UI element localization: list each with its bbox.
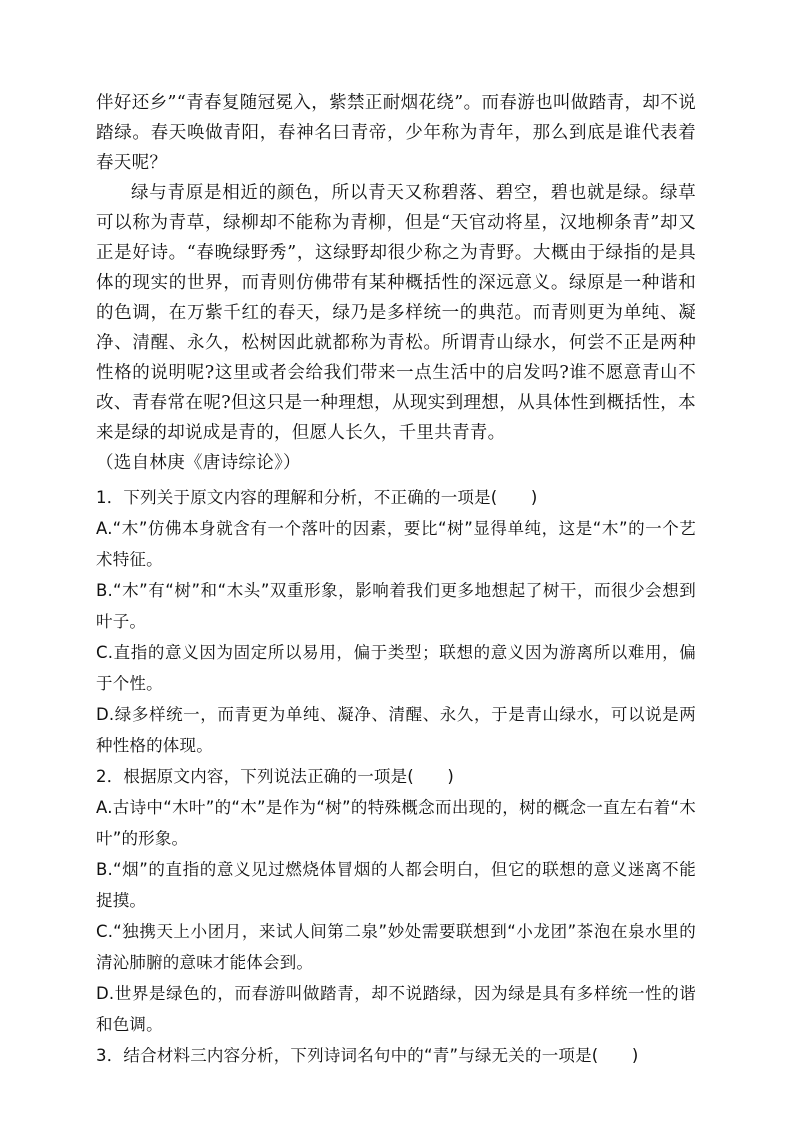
question-list <box>96 482 696 1071</box>
option-b: B.“木”有“树”和“木头”双重形象，影响着我们更多地想起了树干，而很少会想到叶子。 <box>96 581 696 631</box>
option-d: D.绿多样统一，而青更为单纯、凝净、清醒、永久，于是青山绿水，可以说是两种性格的体现。 <box>96 705 696 755</box>
option-c: C.直指的意义因为固定所以易用，偏于类型；联想的意义因为游离所以难用，偏于个性。 <box>96 643 696 693</box>
option-a: A.“木”仿佛本身就含有一个落叶的因素，要比“树”显得单纯，这是“木”的一个艺术特征。 <box>96 519 696 569</box>
passage-paragraph-1: 伴好还乡”“青春复随冠冕入，紫禁正耐烟花绕”。而春游也叫做踏青，却不说踏绿。春天唤做青阳，春神名曰青帝，少年称为青年，那么到底是谁代表着春天呢？ <box>96 93 696 173</box>
option-b: B.“烟”的直指的意义见过燃烧体冒烟的人都会明白，但它的联想的意义迷离不能捉摸。 <box>96 860 696 910</box>
question-3 <box>96 1040 696 1071</box>
question-2 <box>96 761 696 1040</box>
option-c: C.“独携天上小团月，来试人间第二泉”妙处需要联想到“小龙团”茶泡在泉水里的清沁肺腑的意味才能体会到。 <box>96 922 696 972</box>
question-stem: 2．根据原文内容，下列说法正确的一项是( ) <box>96 767 454 786</box>
document-page <box>96 88 696 1071</box>
question-stem: 1．下列关于原文内容的理解和分析，不正确的一项是( ) <box>96 488 538 507</box>
option-d: D.世界是绿色的，而春游叫做踏青，却不说踏绿，因为绿是具有多样统一性的谐和色调。 <box>96 984 696 1034</box>
passage-paragraph-2: 绿与青原是相近的颜色，所以青天又称碧落、碧空，碧也就是绿。绿草可以称为青草，绿柳却不能称为青柳，但是“天官动将星，汉地柳条青”却又正是好诗。“春晚绿野秀”，这绿野却很少称之为青野。大概由于绿指的是具体的现实的世界，而青则仿佛带有某种概括性的深远意义。绿原是一种谐和的色调，在万紫千红的春天，绿乃是多样统一的典范。而青则更为单纯、凝净、清醒、永久，松树因此就都称为青松。所谓青山绿水，何尝不正是两种性格的说明呢?这里或者会给我们带来一点生活中的启发吗?谁不愿意青山不改、青春常在呢?但这只是一种理想，从现实到理想，从具体性到概括性，本来是绿的却说成是青的，但愿人长久，千里共青青。 <box>96 183 696 443</box>
reading-passage <box>96 88 696 478</box>
passage-source: （选自林庚《唐诗综论》） <box>96 453 301 473</box>
question-1 <box>96 482 696 761</box>
option-a: A.古诗中“木叶”的“木”是作为“树”的特殊概念而出现的，树的概念一直左右着“木叶”的形象。 <box>96 798 696 848</box>
question-stem: 3．结合材料三内容分析，下列诗词名句中的“青”与绿无关的一项是( ) <box>96 1046 639 1065</box>
